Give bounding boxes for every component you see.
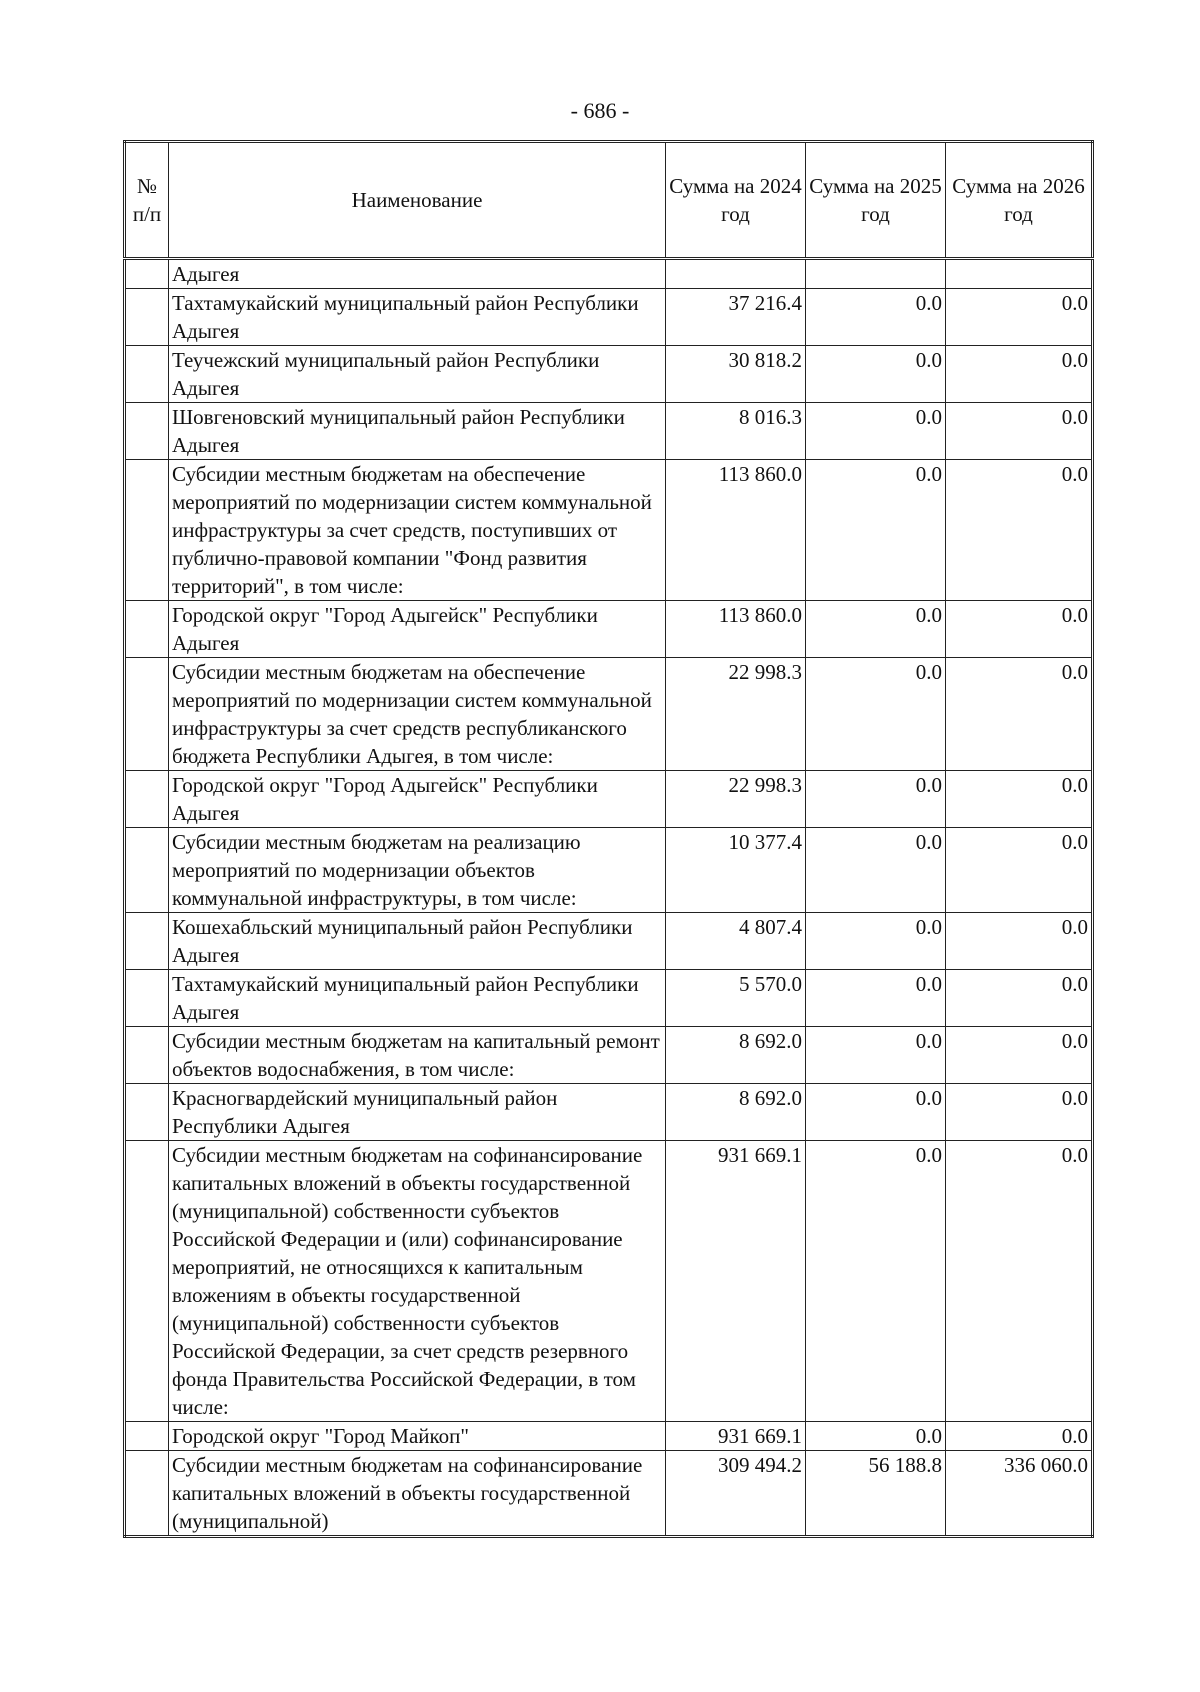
- table-row: [125, 346, 1093, 403]
- row-no: [125, 771, 169, 828]
- row-amount-2025: 0.0: [806, 289, 946, 346]
- row-amount-2026: 0.0: [946, 601, 1093, 658]
- header-name: Наименование: [169, 142, 666, 259]
- row-amount-2025: 0.0: [806, 460, 946, 601]
- row-no: [125, 1422, 169, 1451]
- row-amount-2024: 22 998.3: [666, 658, 806, 771]
- row-amount-2024: 22 998.3: [666, 771, 806, 828]
- row-amount-2024: 8 016.3: [666, 403, 806, 460]
- row-amount-2026: 0.0: [946, 771, 1093, 828]
- row-amount-2025: 0.0: [806, 771, 946, 828]
- row-amount-2024: 8 692.0: [666, 1027, 806, 1084]
- table-row: [125, 828, 1093, 913]
- row-amount-2025: 0.0: [806, 1141, 946, 1422]
- header-no: № п/п: [125, 142, 169, 259]
- row-amount-2024: 4 807.4: [666, 913, 806, 970]
- row-amount-2024: 30 818.2: [666, 346, 806, 403]
- row-amount-2024: 10 377.4: [666, 828, 806, 913]
- row-amount-2024: 113 860.0: [666, 601, 806, 658]
- row-name: Теучежский муниципальный район Республики Адыгея: [169, 346, 666, 403]
- row-amount-2025: 0.0: [806, 1422, 946, 1451]
- table-header: [125, 142, 1093, 259]
- table-row: [125, 1141, 1093, 1422]
- row-no: [125, 1451, 169, 1537]
- row-amount-2024: [666, 259, 806, 289]
- row-amount-2026: 0.0: [946, 658, 1093, 771]
- table-row: [125, 460, 1093, 601]
- table-row: [125, 1451, 1093, 1537]
- row-amount-2025: 0.0: [806, 913, 946, 970]
- row-amount-2026: 0.0: [946, 1422, 1093, 1451]
- row-name: Субсидии местным бюджетам на реализацию мероприятий по модернизации объектов коммунальной инфраструктуры, в том числе:: [169, 828, 666, 913]
- row-name: Тахтамукайский муниципальный район Республики Адыгея: [169, 289, 666, 346]
- row-name: Субсидии местным бюджетам на обеспечение мероприятий по модернизации систем коммунальной инфраструктуры за счет средств республиканского бюджета Республики Адыгея, в том числе:: [169, 658, 666, 771]
- row-amount-2026: 0.0: [946, 828, 1093, 913]
- row-no: [125, 1084, 169, 1141]
- header-2026: Сумма на 2026 год: [946, 142, 1093, 259]
- row-no: [125, 346, 169, 403]
- row-amount-2024: 931 669.1: [666, 1422, 806, 1451]
- table-row: [125, 289, 1093, 346]
- row-amount-2026: 0.0: [946, 460, 1093, 601]
- row-no: [125, 913, 169, 970]
- row-amount-2026: 0.0: [946, 970, 1093, 1027]
- table-row: [125, 403, 1093, 460]
- row-amount-2024: 37 216.4: [666, 289, 806, 346]
- row-amount-2025: 0.0: [806, 828, 946, 913]
- table-row: [125, 970, 1093, 1027]
- row-no: [125, 970, 169, 1027]
- row-no: [125, 1027, 169, 1084]
- header-2025: Сумма на 2025 год: [806, 142, 946, 259]
- row-name: Городской округ "Город Майкоп": [169, 1422, 666, 1451]
- budget-table: [123, 140, 1094, 1538]
- row-amount-2024: 113 860.0: [666, 460, 806, 601]
- row-no: [125, 259, 169, 289]
- row-amount-2025: 0.0: [806, 346, 946, 403]
- row-amount-2026: 0.0: [946, 1027, 1093, 1084]
- row-amount-2025: 0.0: [806, 1084, 946, 1141]
- row-no: [125, 658, 169, 771]
- row-no: [125, 828, 169, 913]
- row-no: [125, 403, 169, 460]
- table-row: [125, 771, 1093, 828]
- row-amount-2025: 0.0: [806, 601, 946, 658]
- row-name: Городской округ "Город Адыгейск" Республики Адыгея: [169, 771, 666, 828]
- row-amount-2025: 0.0: [806, 1027, 946, 1084]
- row-no: [125, 601, 169, 658]
- row-name: Субсидии местным бюджетам на софинансирование капитальных вложений в объекты государственной (муниципальной): [169, 1451, 666, 1537]
- row-amount-2024: 931 669.1: [666, 1141, 806, 1422]
- row-amount-2026: 0.0: [946, 1084, 1093, 1141]
- table-row: [125, 1084, 1093, 1141]
- row-name: Субсидии местным бюджетам на софинансирование капитальных вложений в объекты государственной (муниципальной) собственности субъектов Российской Федерации и (или) софинансирование мероприятий, не относящихся к капитальным вложениям в объекты государственной (муниципальной) собственности субъектов Российской Федерации, за счет средств резервного фонда Правительства Российской Федерации, в том числе:: [169, 1141, 666, 1422]
- row-amount-2026: 0.0: [946, 1141, 1093, 1422]
- row-name: Субсидии местным бюджетам на обеспечение мероприятий по модернизации систем коммунальной инфраструктуры за счет средств, поступивших от публично-правовой компании "Фонд развития территорий", в том числе:: [169, 460, 666, 601]
- row-name: Красногвардейский муниципальный район Республики Адыгея: [169, 1084, 666, 1141]
- table-row: [125, 913, 1093, 970]
- row-name: Городской округ "Город Адыгейск" Республики Адыгея: [169, 601, 666, 658]
- row-amount-2024: 309 494.2: [666, 1451, 806, 1537]
- row-amount-2025: 56 188.8: [806, 1451, 946, 1537]
- row-amount-2026: 0.0: [946, 346, 1093, 403]
- row-amount-2026: 0.0: [946, 913, 1093, 970]
- row-amount-2026: 0.0: [946, 403, 1093, 460]
- row-name: Кошехабльский муниципальный район Республики Адыгея: [169, 913, 666, 970]
- table-row: [125, 658, 1093, 771]
- row-amount-2024: 8 692.0: [666, 1084, 806, 1141]
- row-amount-2025: 0.0: [806, 403, 946, 460]
- row-no: [125, 1141, 169, 1422]
- row-amount-2026: [946, 259, 1093, 289]
- table-body: [125, 259, 1093, 1537]
- row-name: Тахтамукайский муниципальный район Республики Адыгея: [169, 970, 666, 1027]
- row-no: [125, 460, 169, 601]
- row-amount-2026: 336 060.0: [946, 1451, 1093, 1537]
- row-amount-2025: 0.0: [806, 970, 946, 1027]
- row-name: Шовгеновский муниципальный район Республики Адыгея: [169, 403, 666, 460]
- page-number: - 686 -: [570, 98, 630, 123]
- row-no: [125, 289, 169, 346]
- table-row: [125, 601, 1093, 658]
- table-row: [125, 1027, 1093, 1084]
- row-amount-2025: [806, 259, 946, 289]
- header-2024: Сумма на 2024 год: [666, 142, 806, 259]
- row-amount-2024: 5 570.0: [666, 970, 806, 1027]
- table-row: [125, 259, 1093, 289]
- table-row: [125, 1422, 1093, 1451]
- row-amount-2025: 0.0: [806, 658, 946, 771]
- row-name: Субсидии местным бюджетам на капитальный ремонт объектов водоснабжения, в том числе:: [169, 1027, 666, 1084]
- row-amount-2026: 0.0: [946, 289, 1093, 346]
- row-name: Адыгея: [169, 259, 666, 289]
